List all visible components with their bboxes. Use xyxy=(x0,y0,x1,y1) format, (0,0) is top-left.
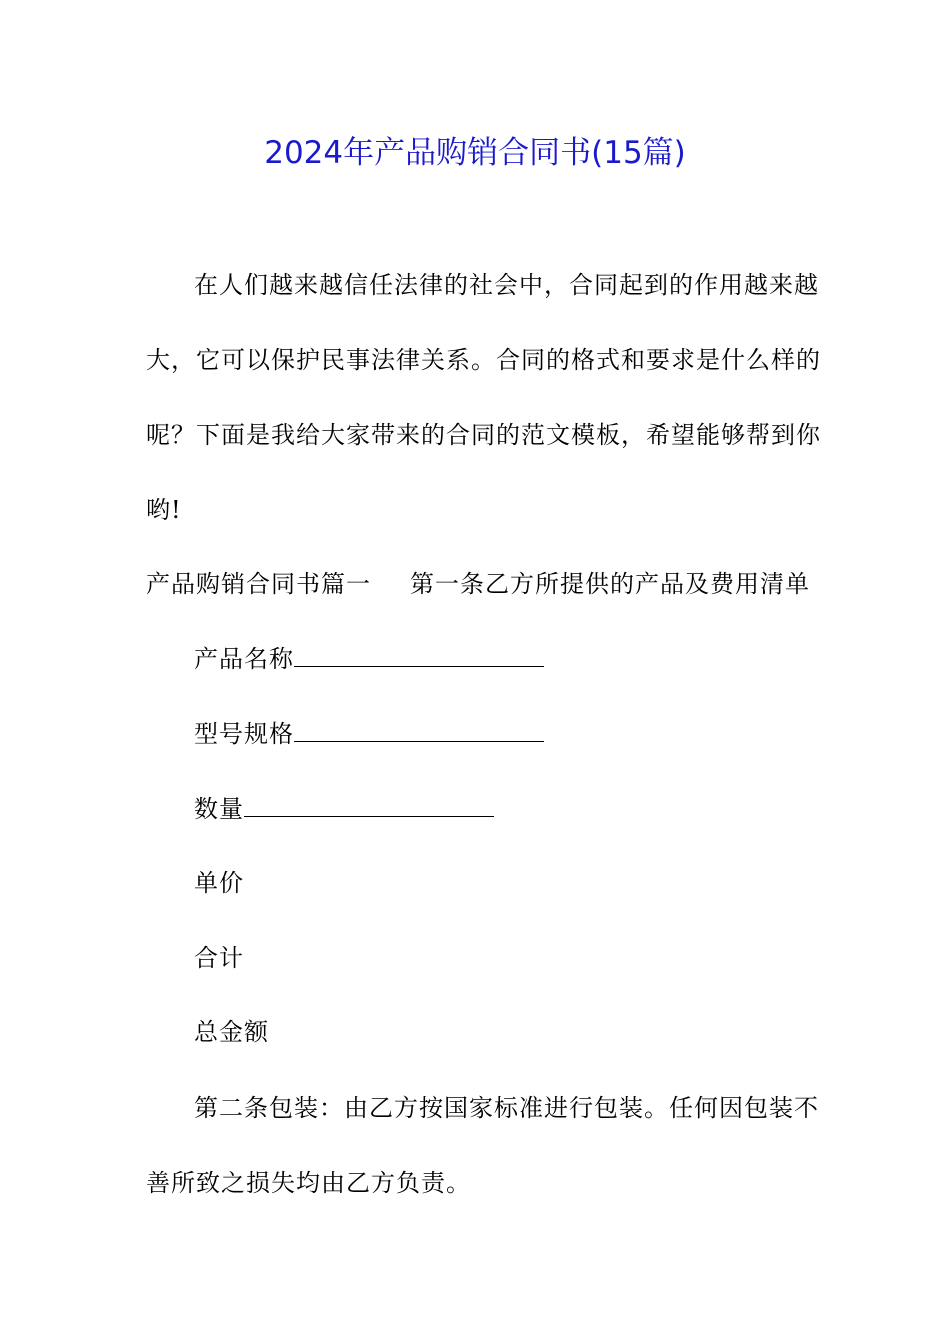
document-title: 2024年产品购销合同书(15篇) xyxy=(264,135,686,171)
field-product-name xyxy=(194,641,544,677)
quantity-blank xyxy=(244,794,494,817)
field-quantity xyxy=(194,791,494,827)
article-2-line-1: 第二条包装：由乙方按国家标准进行包装。任何因包装不 xyxy=(194,1094,819,1122)
field-total-amount: 总金额 xyxy=(194,1018,269,1046)
article-1-title: 第一条乙方所提供的产品及费用清单 xyxy=(410,570,810,598)
field-product-name-label: 产品名称 xyxy=(194,645,294,673)
article-2-line-2: 善所致之损失均由乙方负责。 xyxy=(146,1169,471,1197)
field-subtotal: 合计 xyxy=(194,944,244,972)
intro-line-3: 呢？下面是我给大家带来的合同的范文模板，希望能够帮到你 xyxy=(146,421,821,449)
field-model-spec-label: 型号规格 xyxy=(194,720,294,748)
model-spec-blank xyxy=(294,719,544,742)
field-model-spec xyxy=(194,716,544,752)
field-unit-price: 单价 xyxy=(194,869,244,897)
intro-line-1: 在人们越来越信任法律的社会中，合同起到的作用越来越 xyxy=(194,271,819,299)
field-quantity-label: 数量 xyxy=(194,795,244,823)
product-name-blank xyxy=(294,644,544,667)
section-heading: 产品购销合同书篇一 xyxy=(146,570,371,598)
intro-line-2: 大，它可以保护民事法律关系。合同的格式和要求是什么样的 xyxy=(146,346,821,374)
intro-line-4: 哟! xyxy=(146,496,182,524)
